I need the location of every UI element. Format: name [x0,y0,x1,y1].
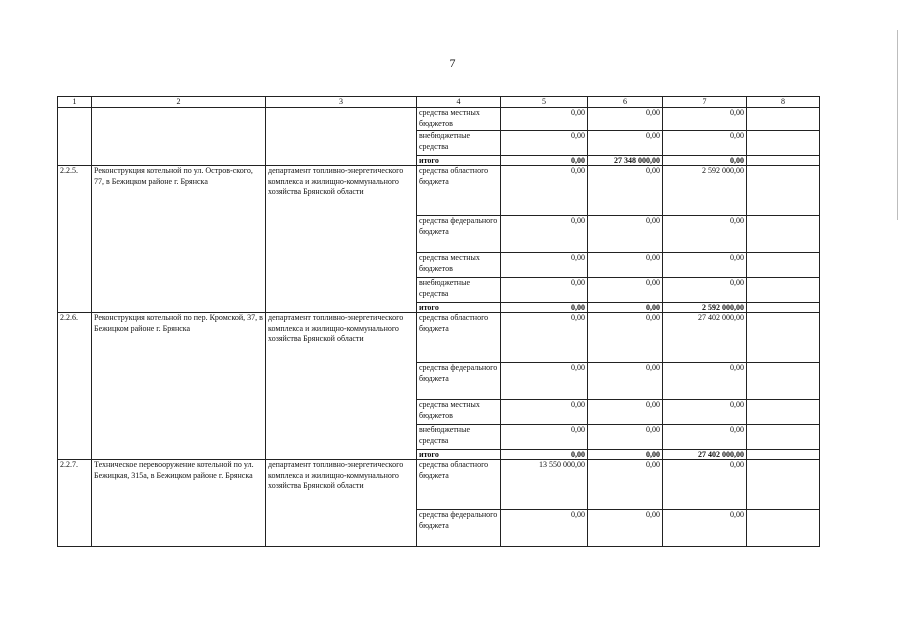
value-cell: 0,00 [663,460,747,510]
source-cell: средства местных бюджетов [417,400,501,425]
value-cell: 2 592 000,00 [663,303,747,313]
source-cell: внебюджетные средства [417,278,501,303]
code-cell: 2.2.5. [58,166,92,313]
table-row [58,166,820,216]
header-cell: 7 [663,97,747,108]
value-cell: 0,00 [501,108,588,131]
value-cell: 0,00 [501,156,588,166]
value-cell: 0,00 [663,400,747,425]
empty-cell [747,131,820,156]
source-cell: средства местных бюджетов [417,108,501,131]
empty-cell [747,460,820,510]
source-cell: итого [417,303,501,313]
page-edge-line [897,30,898,220]
header-row [58,97,820,108]
value-cell: 0,00 [501,400,588,425]
value-cell: 0,00 [663,216,747,253]
value-cell: 0,00 [588,253,663,278]
value-cell: 0,00 [588,166,663,216]
value-cell: 13 550 000,00 [501,460,588,510]
value-cell: 2 592 000,00 [663,166,747,216]
source-cell: итого [417,450,501,460]
table-row [58,313,820,363]
table-row [58,108,820,131]
executor-cell: департамент топливно-энергетического комплекса и жилищно-коммунального хозяйства Брянской области [266,166,417,313]
budget-table [57,96,820,547]
value-cell: 0,00 [588,131,663,156]
title-cell: Техническое перевооружение котельной по ул. Бежицкая, 315а, в Бежицком районе г. Брянска [92,460,266,547]
value-cell: 0,00 [501,131,588,156]
executor-cell: департамент топливно-энергетического комплекса и жилищно-коммунального хозяйства Брянской области [266,313,417,460]
source-cell: средства федерального бюджета [417,216,501,253]
value-cell: 0,00 [663,253,747,278]
empty-cell [747,510,820,547]
source-cell: средства местных бюджетов [417,253,501,278]
value-cell: 0,00 [588,363,663,400]
header-cell: 8 [747,97,820,108]
value-cell: 0,00 [663,131,747,156]
empty-cell [747,156,820,166]
source-cell: средства федерального бюджета [417,510,501,547]
value-cell: 0,00 [501,510,588,547]
value-cell: 0,00 [588,108,663,131]
source-cell: средства областного бюджета [417,166,501,216]
value-cell: 27 402 000,00 [663,313,747,363]
executor-cell [266,108,417,166]
value-cell: 0,00 [501,303,588,313]
value-cell: 27 402 000,00 [663,450,747,460]
header-cell: 5 [501,97,588,108]
empty-cell [747,278,820,303]
table-row [58,460,820,510]
code-cell [58,108,92,166]
empty-cell [747,425,820,450]
header-cell: 2 [92,97,266,108]
value-cell: 0,00 [501,278,588,303]
code-cell: 2.2.6. [58,313,92,460]
value-cell: 0,00 [501,425,588,450]
value-cell: 0,00 [501,363,588,400]
header-cell: 6 [588,97,663,108]
empty-cell [747,216,820,253]
header-cell: 3 [266,97,417,108]
value-cell: 0,00 [588,400,663,425]
value-cell: 0,00 [501,450,588,460]
page-number: 7 [449,56,456,70]
value-cell: 0,00 [663,363,747,400]
empty-cell [747,400,820,425]
title-cell: Реконструкция котельной по ул. Остров-ского, 77, в Бежицком районе г. Брянска [92,166,266,313]
header-cell: 1 [58,97,92,108]
title-cell [92,108,266,166]
source-cell: внебюджетные средства [417,425,501,450]
value-cell: 0,00 [663,510,747,547]
value-cell: 0,00 [588,278,663,303]
value-cell: 0,00 [663,278,747,303]
value-cell: 0,00 [501,253,588,278]
value-cell: 0,00 [588,450,663,460]
value-cell: 0,00 [501,313,588,363]
empty-cell [747,363,820,400]
source-cell: внебюджетные средства [417,131,501,156]
empty-cell [747,253,820,278]
value-cell: 0,00 [663,425,747,450]
empty-cell [747,108,820,131]
empty-cell [747,450,820,460]
source-cell: средства федерального бюджета [417,363,501,400]
title-cell: Реконструкция котельной по пер. Кромской, 37, в Бежицком районе г. Брянска [92,313,266,460]
value-cell: 0,00 [588,303,663,313]
value-cell: 0,00 [588,313,663,363]
source-cell: итого [417,156,501,166]
value-cell: 0,00 [588,216,663,253]
source-cell: средства областного бюджета [417,313,501,363]
executor-cell: департамент топливно-энергетического комплекса и жилищно-коммунального хозяйства Брянской области [266,460,417,547]
source-cell: средства областного бюджета [417,460,501,510]
code-cell: 2.2.7. [58,460,92,547]
value-cell: 0,00 [588,510,663,547]
value-cell: 0,00 [501,216,588,253]
value-cell: 0,00 [501,166,588,216]
value-cell: 0,00 [663,156,747,166]
empty-cell [747,166,820,216]
value-cell: 0,00 [588,425,663,450]
header-cell: 4 [417,97,501,108]
empty-cell [747,313,820,363]
value-cell: 0,00 [588,460,663,510]
value-cell: 27 348 000,00 [588,156,663,166]
value-cell: 0,00 [663,108,747,131]
empty-cell [747,303,820,313]
